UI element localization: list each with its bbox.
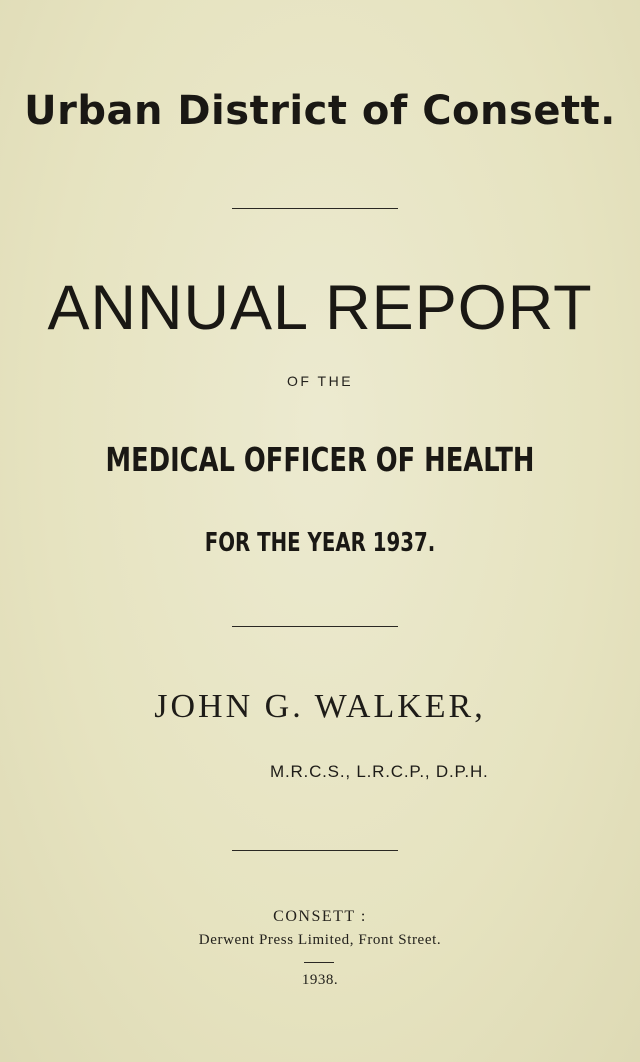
of-the-text: OF THE <box>286 373 354 389</box>
report-title: ANNUAL REPORT <box>47 273 593 343</box>
report-year-line: FOR THE YEAR 1937. <box>204 528 436 558</box>
divider-rule-middle <box>232 626 398 627</box>
publication-place: CONSETT : <box>273 908 367 925</box>
author-qualifications: M.R.C.S., L.R.C.P., D.P.H. <box>270 762 489 781</box>
author-name: JOHN G. WALKER, <box>154 688 486 725</box>
divider-rule-lower <box>232 850 398 851</box>
district-heading: Urban District of Consett. <box>24 88 616 134</box>
print-year: 1938. <box>301 972 339 988</box>
divider-rule-short <box>304 962 334 963</box>
printer-line: Derwent Press Limited, Front Street. <box>198 932 442 948</box>
office-title: MEDICAL OFFICER OF HEALTH <box>105 440 535 479</box>
divider-rule-top <box>232 208 398 209</box>
